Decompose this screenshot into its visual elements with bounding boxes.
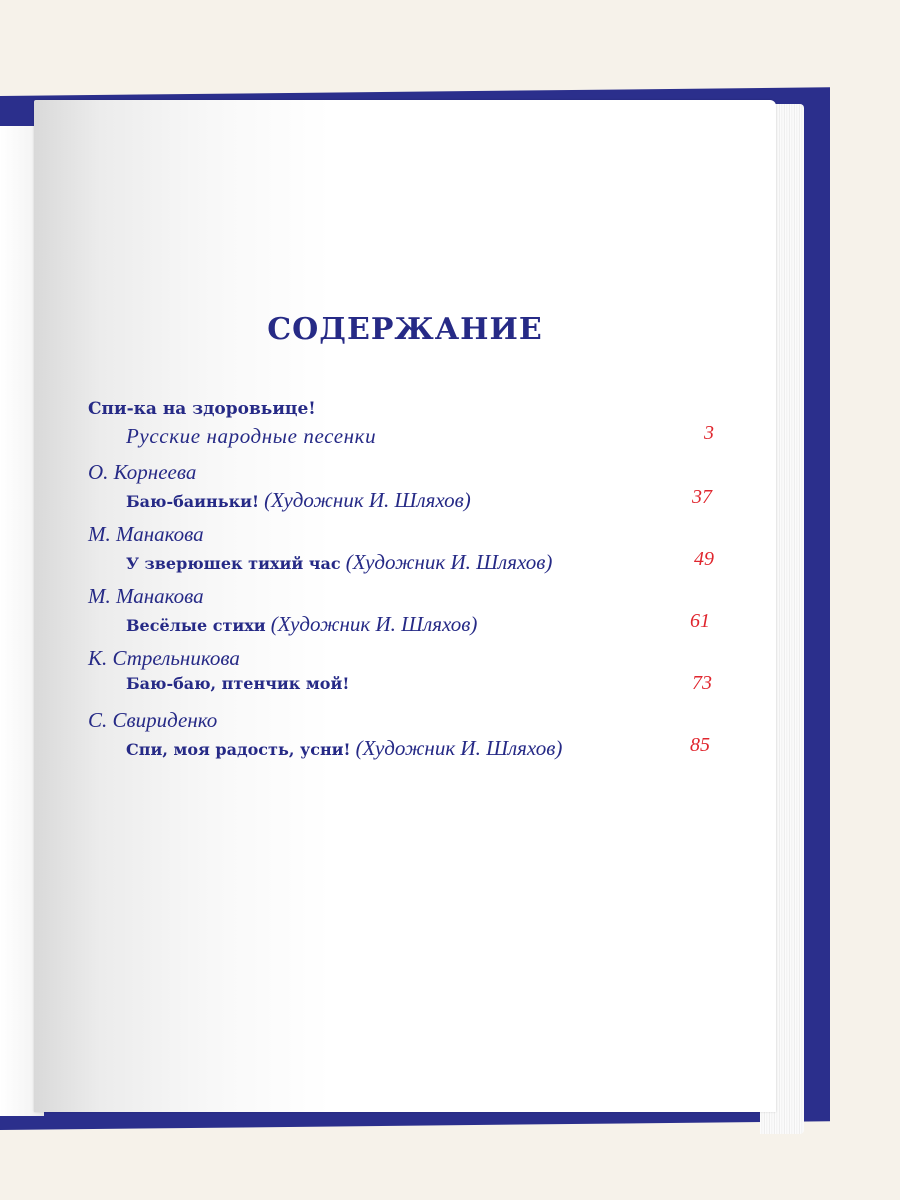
- toc-entry-page: 61: [690, 610, 710, 632]
- toc-entry-title: Баю-баиньки!: [126, 492, 260, 511]
- toc-entry-heading: Спи-ка на здоровьице!: [88, 399, 316, 419]
- toc-entry-artist: (Художник И. Шляхов): [264, 488, 471, 512]
- toc-entry-title: Русские народные песенки: [126, 424, 377, 448]
- toc-entry-artist: (Художник И. Шляхов): [355, 736, 563, 760]
- toc-entry-title: Спи, моя радость, усни!: [126, 740, 351, 759]
- toc-entry-page: 3: [704, 422, 714, 444]
- toc-entry-page: 85: [690, 734, 710, 756]
- toc-entry-work: [126, 488, 471, 513]
- toc-entry-author: С. Свириденко: [88, 708, 218, 732]
- toc-entry: [88, 396, 728, 454]
- toc-entry-author: О. Корнеева: [88, 460, 197, 484]
- toc-entry-work: [126, 424, 376, 449]
- toc-entry-page: 73: [692, 672, 712, 694]
- toc-entry-title: Баю-баю, птенчик мой!: [126, 674, 350, 693]
- toc-entry-artist: (Художник И. Шляхов): [345, 550, 553, 574]
- toc-entry: [88, 708, 728, 766]
- toc-entry-title: Весёлые стихи: [126, 616, 266, 635]
- toc-entry: [88, 646, 728, 704]
- toc-entry-author: М. Манакова: [88, 522, 204, 546]
- toc-entry-work: [126, 736, 562, 761]
- toc-entry-artist: (Художник И. Шляхов): [270, 612, 478, 636]
- page-title: СОДЕРЖАНИЕ: [267, 312, 543, 347]
- toc-entry: [88, 584, 728, 642]
- toc-entry-title: У зверюшек тихий час: [126, 554, 341, 573]
- toc-entry-author: М. Манакова: [88, 584, 204, 608]
- toc-entry: [88, 522, 728, 580]
- toc-entry-work: [126, 612, 477, 637]
- toc-entry-author: К. Стрельникова: [88, 646, 240, 670]
- toc-entry-page: 49: [694, 548, 714, 570]
- toc-entry-page: 37: [692, 486, 712, 508]
- toc-entry: [88, 460, 728, 518]
- toc-entry-work: [126, 550, 552, 575]
- toc-entry-work: [126, 674, 349, 693]
